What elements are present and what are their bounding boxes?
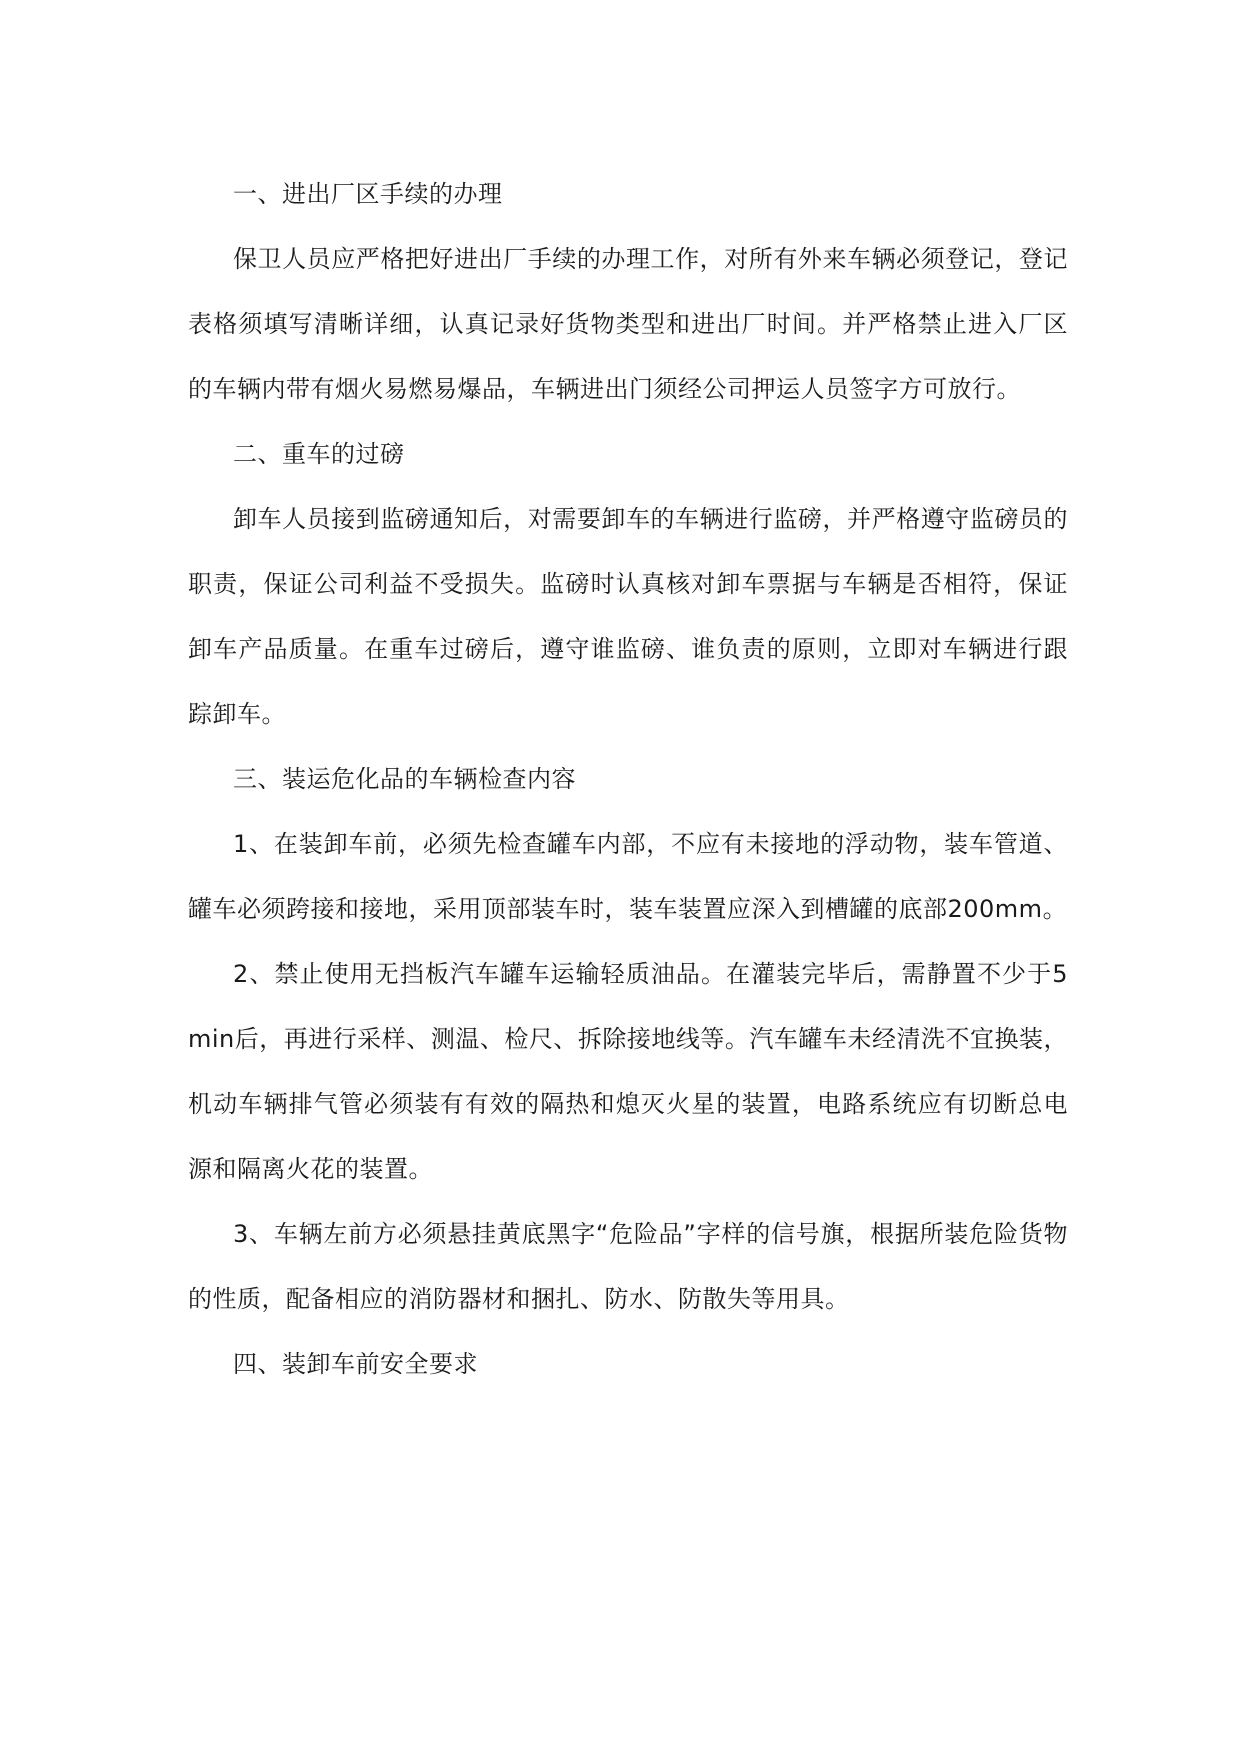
document-body [188,162,1068,1397]
paragraph-1: 保卫人员应严格把好进出厂手续的办理工作，对所有外来车辆必须登记，登记表格须填写清晰详细，认真记录好货物类型和进出厂时间。并严格禁止进入厂区的车辆内带有烟火易燃易爆品，车辆进出门须经公司押运人员签字方可放行。 [188,245,1068,403]
paragraph-3-item-1: 1、在装卸车前，必须先检查罐车内部，不应有未接地的浮动物，装车管道、罐车必须跨接和接地，采用顶部装车时，装车装置应深入到槽罐的底部200mm。 [188,830,1068,923]
section-heading-4: 四、装卸车前安全要求 [233,1350,478,1378]
paragraph-3-item-3: 3、车辆左前方必须悬挂黄底黑字“危险品”字样的信号旗，根据所装危险货物的性质，配备相应的消防器材和捆扎、防水、防散失等用具。 [188,1220,1068,1313]
paragraph-2: 卸车人员接到监磅通知后，对需要卸车的车辆进行监磅，并严格遵守监磅员的职责，保证公司利益不受损失。监磅时认真核对卸车票据与车辆是否相符，保证卸车产品质量。在重车过磅后，遵守谁监磅、谁负责的原则，立即对车辆进行跟踪卸车。 [188,505,1068,728]
paragraph-3-item-2: 2、禁止使用无挡板汽车罐车运输轻质油品。在灌装完毕后，需静置不少于5min后，再进行采样、测温、检尺、拆除接地线等。汽车罐车未经清洗不宜换装，机动车辆排气管必须装有有效的隔热和熄灭火星的装置，电路系统应有切断总电源和隔离火花的装置。 [188,960,1068,1183]
section-heading-2: 二、重车的过磅 [233,440,405,468]
section-heading-1: 一、进出厂区手续的办理 [233,180,503,208]
section-heading-3: 三、装运危化品的车辆检查内容 [233,765,576,793]
